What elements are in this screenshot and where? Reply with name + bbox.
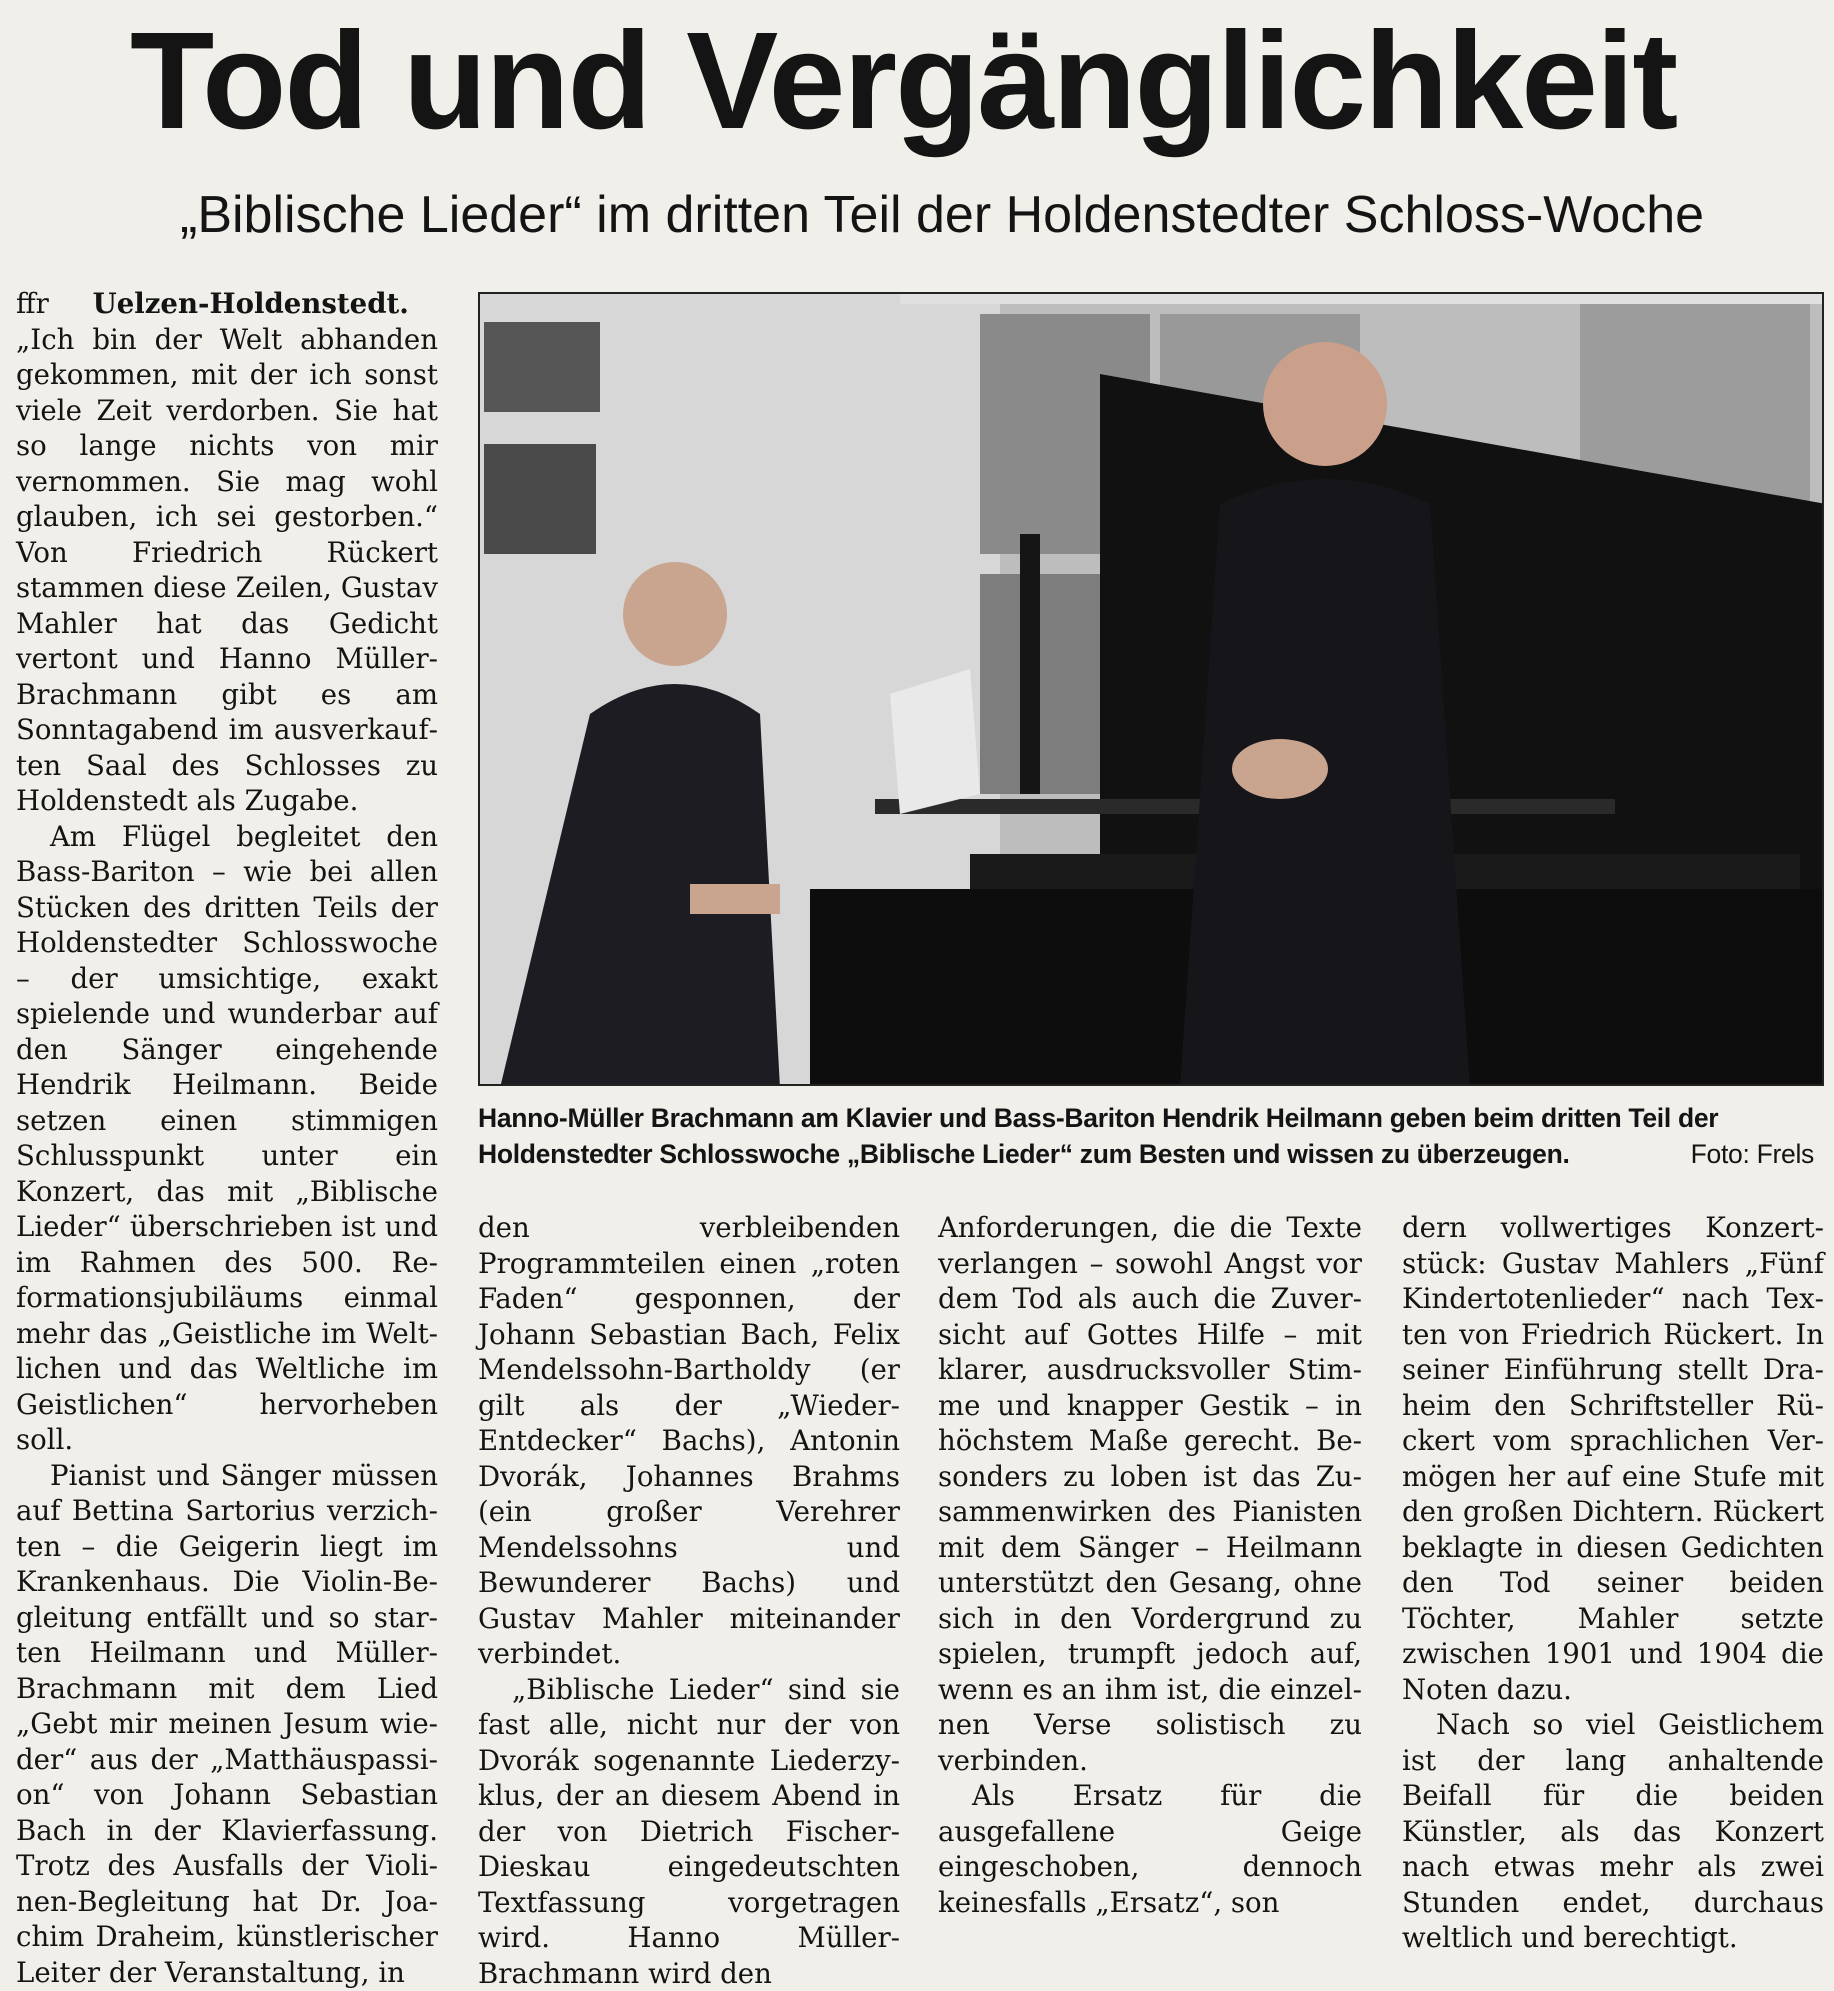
text-column-3 [938, 1210, 1362, 1920]
author-initials: ffr [16, 287, 49, 320]
paragraph: den verbleibenden Programmteilen einen „roten Faden“ gesponnen, der Johann Sebastian Bach, Felix Mendelssohn-Bartholdy (er gilt als der „Wieder-Entdecker“ Bachs), Antonin Dvorák, Johannes Brahms (ein großer Verehrer Mendelssohns und Bewunderer Bachs) und Gustav Mahler miteinander verbindet. [478, 1210, 900, 1672]
caption-text: Hanno-Müller Brachmann am Klavier und Bass-Bariton Hendrik Heilmann geben beim dritten Teil der Holdenstedter Schlosswoche „Biblische Lieder“ zum Besten und wissen zu überzeugen. [478, 1103, 1718, 1169]
paragraph-intro [16, 286, 438, 819]
paragraph: Anforderungen, die die Texte verlangen – sowohl Angst vor dem Tod als auch die Zuversicht auf Gottes Hilfe – mit klarer, ausdrucksvoller Stimme und knapper Gestik – in höchstem Maße gerecht. Besonders zu loben ist das Zusammenwirken des Pianisten mit dem Sänger – Heilmann unterstützt den Gesang, ohne sich in den Vordergrund zu spielen, trumpft jedoch auf, wenn es an ihm ist, die einzelnen Verse solistisch zu verbinden. [938, 1210, 1362, 1778]
subheadline: „Biblische Lieder“ im dritten Teil der Holdenstedter Schloss-Woche [180, 180, 1740, 250]
paragraph: Als Ersatz für die ausgefallene Geige eingeschoben, dennoch keinesfalls „Ersatz“, son [938, 1778, 1362, 1920]
photo-caption [478, 1100, 1824, 1172]
paragraph: Pianist und Sänger müssen auf Bettina Sartorius verzichten – die Geigerin liegt im Krankenhaus. Die Violin-Begleitung entfällt und so starten Heilmann und Müller-Brachmann mit dem Lied „Gebt mir meinen Jesum wieder“ aus der „Matthäuspassion“ von Johann Sebastian Bach in der Klavierfassung. Trotz des Ausfalls der Violinen-Begleitung hat Dr. Joachim Draheim, künstlerischer Leiter der Veranstaltung, in [16, 1458, 438, 1991]
text-column-4 [1402, 1210, 1824, 1956]
photo-credit: Foto: Frels [1691, 1136, 1814, 1172]
paragraph: dern vollwertiges Konzertstück: Gustav Mahlers „Fünf Kindertotenlieder“ nach Texten von Friedrich Rückert. In seiner Einführung stellt Draheim den Schriftsteller Rückert vom sprachlichen Vermögen her auf eine Stufe mit den großen Dichtern. Rückert beklagte in diesen Gedichten den Tod seiner beiden Töchter, Mahler setzte zwischen 1901 und 1904 die Noten dazu. [1402, 1210, 1824, 1707]
dateline: Uelzen-Holdenstedt. [93, 287, 409, 320]
paragraph-1-text: „Ich bin der Welt abhanden gekommen, mit der ich sonst viele Zeit verdorben. Sie hat so lange nichts von mir vernommen. Sie mag wohl glauben, ich sei gestorben.“ Von Friedrich Rückert stammen diese Zeilen, Gustav Mahler hat das Gedicht vertont und Hanno Müller-Brachmann gibt es am Sonntagabend im ausverkauften Saal des Schlosses zu Holdenstedt als Zugabe. [16, 323, 438, 818]
text-column-2 [478, 1210, 900, 1991]
paragraph: Am Flügel begleitet den Bass-Bariton – wie bei allen Stücken des dritten Teils der Holdenstedter Schlosswoche – der umsichtige, exakt spielende und wunderbar auf den Sänger eingehende Hendrik Heilmann. Beide setzen einen stimmigen Schlusspunkt unter ein Konzert, das mit „Biblische Lieder“ überschrieben ist und im Rahmen des 500. Reformationsjubiläums einmal mehr das „Geistliche im Weltlichen und das Weltliche im Geistlichen“ hervorheben soll. [16, 819, 438, 1458]
paragraph: Nach so viel Geistlichem ist der lang anhaltende Beifall für die beiden Künstler, als das Konzert nach etwas mehr als zwei Stunden endet, durchaus weltlich und berechtigt. [1402, 1707, 1824, 1956]
headline: Tod und Vergänglichkeit [130, 6, 1730, 156]
concert-photo [478, 292, 1824, 1086]
paragraph: „Biblische Lieder“ sind sie fast alle, nicht nur der von Dvorák sogenannte Liederzyklus, der an diesem Abend in der von Dietrich Fischer-Dieskau eingedeutschten Textfassung vorgetragen wird. Hanno Müller-Brachmann wird den [478, 1672, 900, 1991]
text-column-1 [16, 286, 438, 1990]
